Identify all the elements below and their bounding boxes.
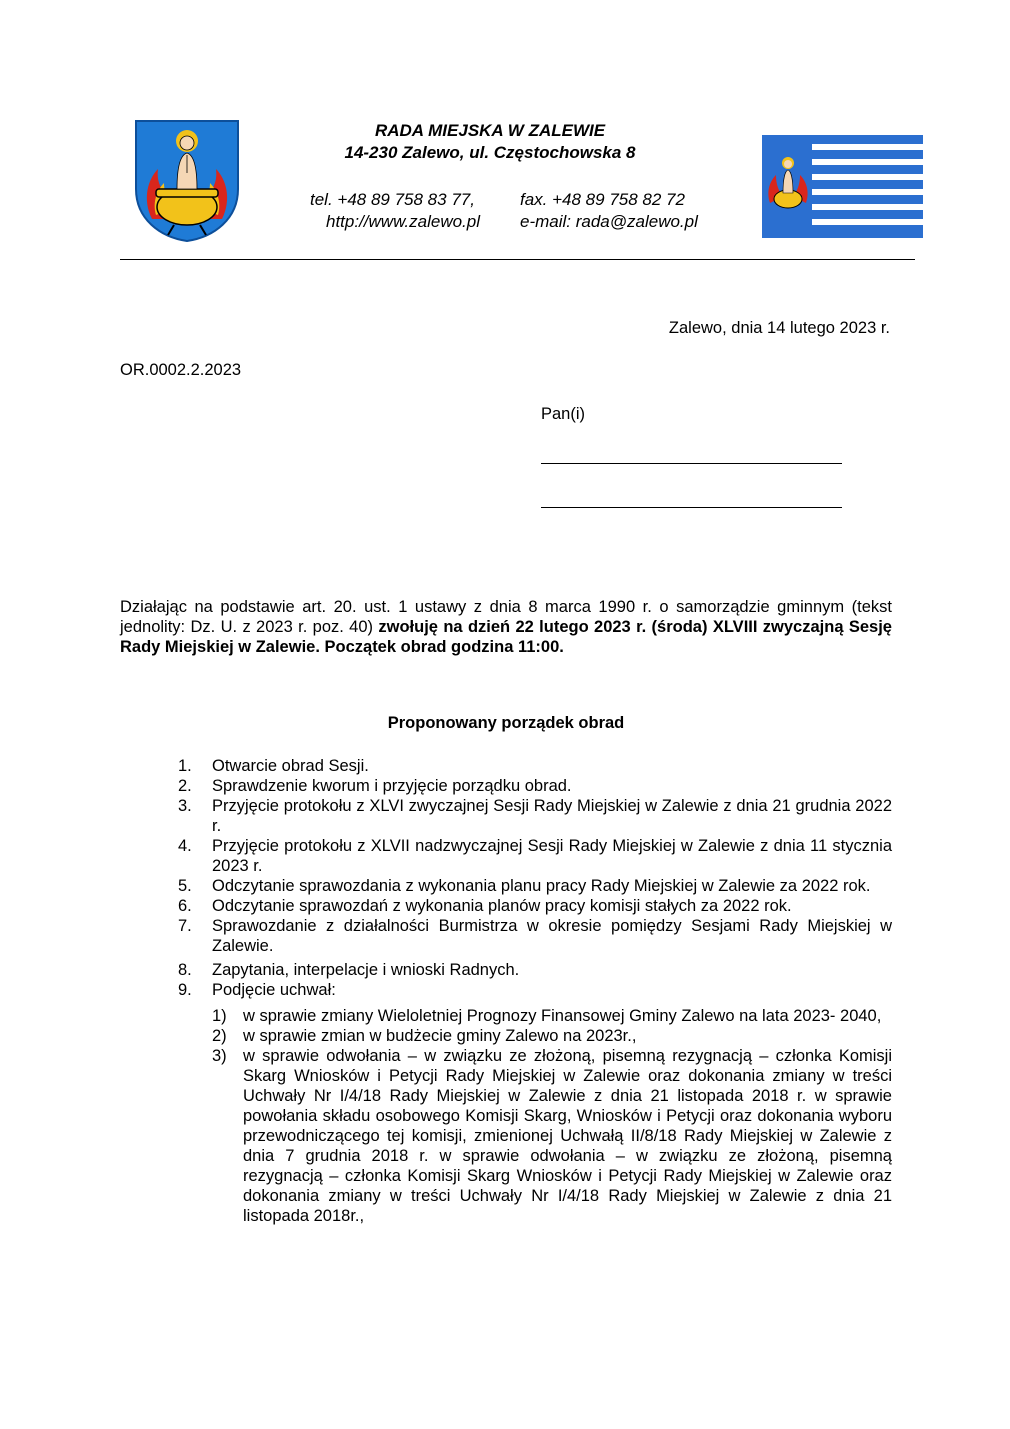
- list-item: 5. Odczytanie sprawozdania z wykonania planu pracy Rady Miejskiej w Zalewie za 2022 rok.: [178, 877, 871, 895]
- coat-of-arms-logo: [134, 119, 240, 243]
- flag-logo: [762, 135, 923, 238]
- council-title: RADA MIEJSKA W ZALEWIE: [374, 121, 606, 140]
- list-item: 4. Przyjęcie protokołu z XLVII nadzwyczajnej Sesji Rady Miejskiej w Zalewie z dnia 11 stycznia 2023 r.: [178, 837, 892, 875]
- resolutions-list: [212, 1006, 892, 1226]
- list-item: 3) w sprawie odwołania – w związku ze złożoną, pisemną rezygnacją – członka Komisji Skarg Wniosków i Petycji Rady Miejskiej w Zalewie oraz dokonania zmiany w treści Uchwały Nr I/4/18 Rady Miejskiej w Zalewie z dnia 21 listopada 2018 r. w sprawie powołania składu osobowego Komisji Skarg, Wniosków i Petycji oraz dokonania wyboru przewodniczącego tej komisji, zmienionej Uchwałą II/8/18 Rady Miejskiej w Zalewie z dnia 7 grudnia 2018 r. w sprawie odwołania – w związku ze złożoną, pisemną rezygnacją – członka Komisji Skarg Wniosków i Petycji Rady Miejskiej w Zalewie oraz dokonania zmiany w treści Uchwały Nr I/4/18 Rady Miejskiej w Zalewie z dnia 21 listopada 2018r.,: [212, 1047, 892, 1225]
- list-item: 2. Sprawdzenie kworum i przyjęcie porządku obrad.: [178, 777, 572, 795]
- intro-paragraph: [120, 597, 892, 657]
- recipient-label: Pan(i): [541, 405, 586, 423]
- list-item: 1) w sprawie zmiany Wieloletniej Prognozy Finansowej Gminy Zalewo na lata 2023- 2040,: [212, 1007, 882, 1025]
- council-address: 14-230 Zalewo, ul. Częstochowska 8: [344, 143, 636, 162]
- intro-plain-text: Działając na podstawie art. 20. ust. 1 ustawy z dnia 8 marca 1990 r. o samorządzie gminnym (tekst jednolity: Dz. U. z 2023 r. poz. 40): [120, 598, 892, 636]
- list-item: 1. Otwarcie obrad Sesji.: [178, 757, 369, 775]
- header-divider: [120, 259, 915, 260]
- email-link[interactable]: e-mail: rada@zalewo.pl: [520, 212, 698, 231]
- list-item: 3. Przyjęcie protokołu z XLVI zwyczajnej Sesji Rady Miejskiej w Zalewie z dnia 21 grudnia 2022 r.: [178, 797, 892, 835]
- phone-number: tel. +48 89 758 83 77,: [310, 190, 475, 209]
- document-date: Zalewo, dnia 14 lutego 2023 r.: [668, 319, 890, 337]
- recipient-line-2: [541, 507, 842, 508]
- intro-bold-text: zwołuję na dzień 22 lutego 2023 r. (środa) XLVIII zwyczajną Sesję Rady Miejskiej w Zalewie. Początek obrad godzina 11:00.: [120, 618, 892, 656]
- recipient-line-1: [541, 463, 842, 464]
- list-item: 6. Odczytanie sprawozdań z wykonania planów pracy komisji stałych za 2022 rok.: [178, 897, 792, 915]
- list-item: 7. Sprawozdanie z działalności Burmistrza w okresie pomiędzy Sesjami Rady Miejskiej w Zalewie.: [178, 917, 892, 955]
- agenda-heading: Proponowany porządek obrad: [387, 714, 625, 732]
- list-item: 9. Podjęcie uchwał: 1) w sprawie zmiany Wieloletniej Prognozy Finansowej Gminy Zalewo na lata 2023- 2040, 2) w sprawie zmian w budżecie gminy Zalewo na 2023r., 3) w sprawie odwołania – w związku ze złożoną, pisemną rezygnacją – członka Komisji Skarg Wniosków i Petycji Rady Miejskiej w Zalewie oraz dokonania zmiany w treści Uchwały Nr I/4/18 Rady Miejskiej w Zalewie z dnia 21 listopada 2018 r. w sprawie powołania składu osobowego Komisji Skarg, Wniosków i Petycji oraz dokonania wyboru przewodniczącego tej komisji, zmienionej Uchwałą II/8/18 Rady Miejskiej w Zalewie z dnia 7 grudnia 2018 r. w sprawie odwołania – w związku ze złożoną, pisemną rezygnacją – członka Komisji Skarg Wniosków i Petycji Rady Miejskiej w Zalewie oraz dokonania zmiany w treści Uchwały Nr I/4/18 Rady Miejskiej w Zalewie z dnia 21 listopada 2018r.,: [178, 981, 892, 1225]
- website-link[interactable]: http://www.zalewo.pl: [326, 212, 481, 231]
- list-item: 2) w sprawie zmian w budżecie gminy Zalewo na 2023r.,: [212, 1027, 637, 1045]
- fax-number: fax. +48 89 758 82 72: [520, 190, 685, 209]
- document-reference: OR.0002.2.2023: [120, 361, 242, 379]
- agenda-list: [178, 756, 892, 1226]
- list-item: 8. Zapytania, interpelacje i wnioski Radnych.: [178, 961, 520, 979]
- council-name: [300, 120, 680, 164]
